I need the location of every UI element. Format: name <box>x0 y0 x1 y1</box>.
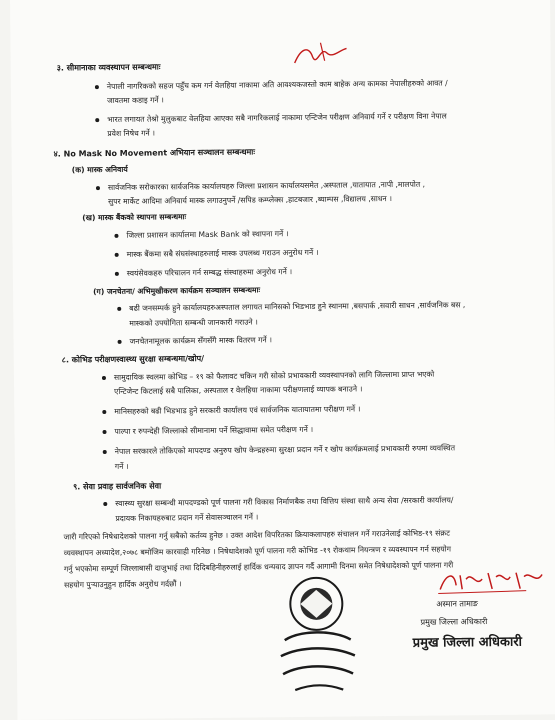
signatory-name: अस्मान तामाङ <box>436 599 479 609</box>
s4b-item-2: मास्क बैंकमा सबै संघसंस्थाहरुलाई मास्क उपलब्ध गराउन अनुरोध गर्ने । <box>126 247 319 259</box>
s8-item-1-cont: एन्टिजेन्ट किटलाई सबै पालिका, अस्पताल र वेलहिया नाकामा परीक्षणलाई व्यापक बनाउने । <box>114 384 363 396</box>
closing-line-4: सहयोग पुऱ्याउनुहुन हार्दिक अनुरोध गर्दछौं । <box>64 579 182 590</box>
section-4b-heading: (ख) मास्क बैंकको स्थापना सम्बन्धमाः <box>82 212 187 223</box>
s3-item-1: नेपाली नागरिकको सहज पहुँच कम गर्न वेलहिया नाकामा अति आवश्यकजस्तो काम बाहेक अन्य कामका नेपालीहरुको आवत / <box>106 78 448 91</box>
s3-item-2-cont: प्रवेश निषेध गर्ने । <box>107 128 156 138</box>
s4b-item-1: जिल्ला प्रशासन कार्यालमा Mask Bank को स्थापना गर्ने । <box>126 229 289 240</box>
s3-item-2: भारत लगायत तेश्रो मुलुकबाट वेलहिया आएका सबै नागरिकलाई नाकामा एन्टिजेन परीक्षण अनिवार्य गर्ने र परीक्षण विना नेपाल <box>107 111 447 124</box>
section-4c-heading: (ग) जनचेतना/ अभिमुखीकरण कार्यक्रम सञ्चालन सम्बन्धमाः <box>93 285 261 297</box>
s8-item-1: सामुदायिक स्थलमा कोभिड – १९ को फैलावट चकिन गरी सोको प्रभावकारी व्यवस्थापनको लागि जिल्लामा प्राप्त भएको <box>113 369 435 382</box>
s9-item-1-cont: प्रदायक निकायहरुबाट प्रदान गर्ने सेवासञ्चालन गर्ने । <box>115 512 259 523</box>
s4a-item-1-cont: सुपर मार्केट आदिमा अनिवार्य मास्क लगाउनुपर्ने /सपिड कम्प्लेक्स ,हाटबजार ,ब्याम्पस ,विद्यालय ,साधन । <box>108 194 393 206</box>
signatory-title: प्रमुख जिल्ला अधिकारी <box>420 617 488 627</box>
s4c-item-2: जनचेतनामूलक कार्यक्रम सँगसँगै मास्क वितरण गर्ने । <box>129 335 272 346</box>
handwritten-mark <box>290 38 350 69</box>
signatory-stamp: प्रमुख जिल्ला अधिकारी <box>412 634 523 651</box>
s8-item-4-cont: गर्ने । <box>114 461 129 471</box>
official-seal <box>270 571 363 707</box>
section-9-heading: ९. सेवा प्रवाह सार्वजनिक सेवा <box>73 481 162 492</box>
s8-item-3: पाल्पा र रुपन्देही जिल्लाको सीमानामा पर्ने सिद्धावामा समेत परीक्षण गर्ने । <box>114 424 314 436</box>
s4b-item-3: स्वयंसेवकहरु परिचालन गर्न सम्बद्ध संस्थाहरुमा अनुरोध गर्ने । <box>126 267 293 278</box>
s9-item-1: स्वास्थ्य सुरक्षा सम्बन्धी मापदण्डको पूर्ण पालना गरी विकास निर्माणबैक तथा वित्तिय संस्था साथै अन्य सेवा /सरकारी कार्यालय/ <box>115 495 454 508</box>
s4c-item-1: बढी जनसम्पर्क हुने कार्यालयहरुअस्पताल लगायत मानिसको भिडभाड हुने स्थानमा ,बसपार्क ,सवारी साधन ,सार्वजनिक बस , <box>129 300 466 313</box>
s4c-item-1-cont: मास्कको उपयोगिता सम्बन्धी जानकारी गराउने । <box>129 317 258 328</box>
closing-line-2: व्यवस्थापन अध्यादेश,२०७८ बमोजिम कारवाही गरिनेछ । निषेधादेशको पूर्ण पालना गरी कोभिड -१९ रोकथाम नियन्त्रण र व्यवस्थापन गर्न सहयोग <box>63 544 452 558</box>
signature-date <box>436 566 546 595</box>
s3-item-1-cont: जावतमा कडाइ गर्ने । <box>107 95 164 105</box>
closing-line-1: जारी गरिएको निषेधादेशको पालना गर्नु सबैको कर्तव्य हुनेछ । उक्त आदेश विपरितका क्रियाकलापहरु संचालन गर्ने गराउनेलाई कोभिड-१९ संक्रट <box>63 528 451 542</box>
closing-line-3: गर्नु भएकोमा सम्पूर्ण जिल्लाबासी दाजुभाई तथा दिदिबहिनीहरुलाई हार्दिक धन्यवाद ज्ञापन गर्दै आगामी दिनमा समेत निषेधादेशको पूर्ण पालना गरी <box>63 560 454 574</box>
s4a-item-1: सार्वजनिक सरोकारका सार्वजनिक कार्यालयहरु जिल्ला प्रशासन कार्यालयसमेत ,अस्पताल ,यातायात ,नापी ,मालपोत , <box>107 179 426 192</box>
section-8-heading: ८. कोभिड परीक्षणस्वास्थ्य सुरक्षा सम्बन्धमा/खोप/ <box>61 353 205 365</box>
s8-item-2: मानिसहरुको बढी भिडभाड हुने सरकारी कार्यालय एवं सार्वजनिक यातायातमा परीक्षण गर्ने । <box>114 404 361 416</box>
section-3-heading: ३. सीमानाका व्यवस्थापन सम्बन्धमाः <box>56 62 161 73</box>
document-page <box>10 0 555 720</box>
s8-item-4: नेपाल सरकारले तोकिएको मापदण्ड अनुरुप खोप केन्द्रहरुमा सुरक्षा प्रदान गर्ने र खोप कार्यक्रमलाई प्रभावकारी रुपमा व्यवस्थित <box>114 443 456 456</box>
section-4a-heading: (क) मास्क अनिवार्य <box>71 164 128 175</box>
section-4-heading: ४. No Mask No Movement अभियान सञ्चालन सम्बन्धमाः <box>53 147 256 159</box>
